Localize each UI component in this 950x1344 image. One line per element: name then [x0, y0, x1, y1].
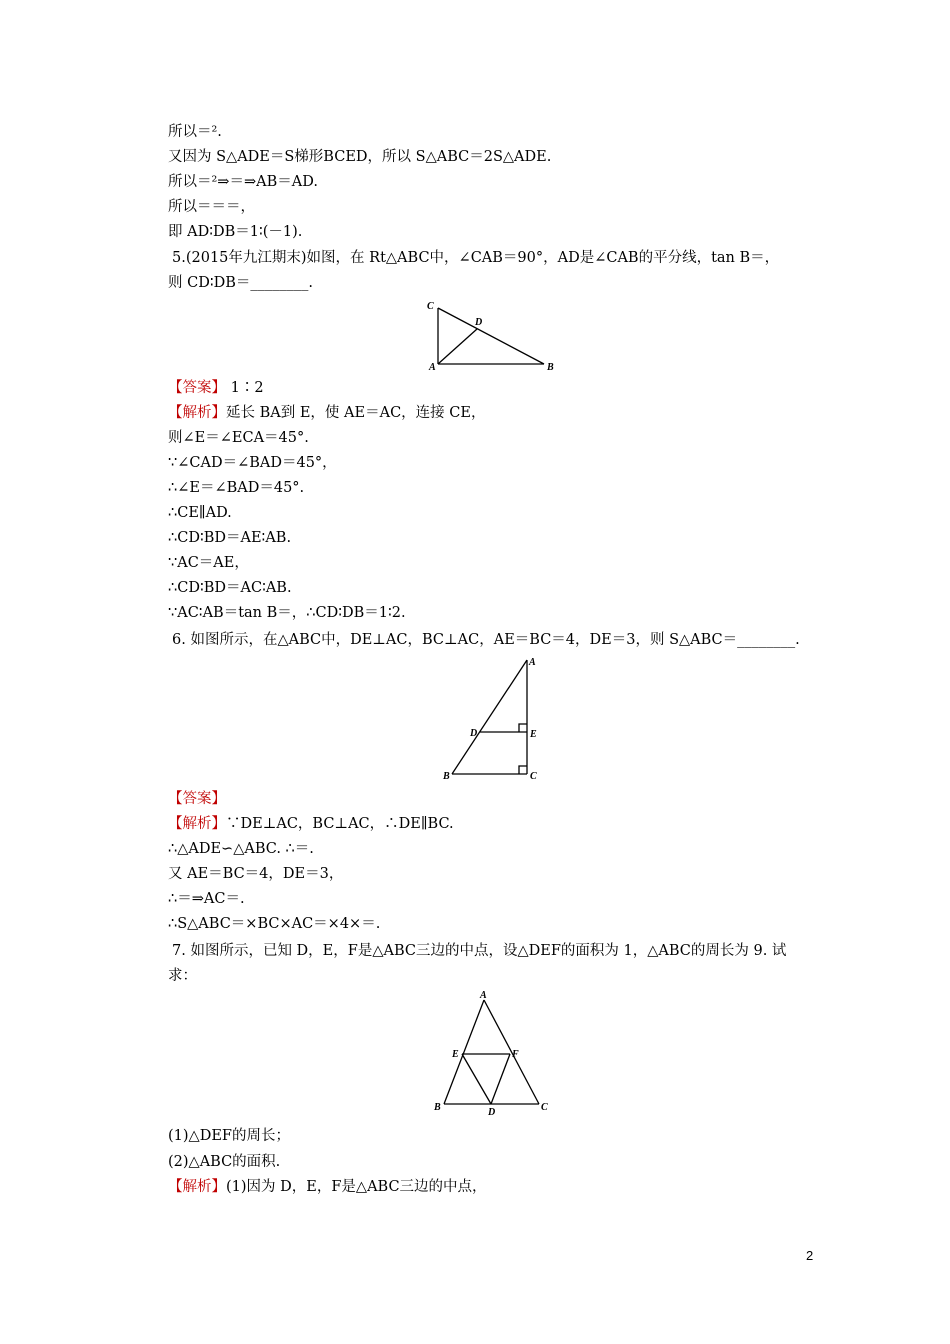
text-line: 即 AD∶DB＝1∶(－1).: [168, 224, 303, 240]
text-line: ∵∠CAD＝∠BAD＝45°，: [168, 455, 337, 471]
answer-label: 【答案】: [168, 791, 226, 807]
figure-problem-6: [436, 652, 556, 786]
text-line: 又因为 S△ADE＝S梯形BCED，所以 S△ABC＝2S△ADE.: [168, 149, 552, 165]
text-line: 所以＝²⇒＝⇒AB＝AD.: [168, 174, 318, 190]
label-C: C: [530, 771, 537, 782]
analysis-label: 【解析】: [168, 1179, 226, 1195]
label-B: B: [547, 362, 554, 373]
text-line: 又 AE＝BC＝4，DE＝3，: [168, 866, 344, 882]
analysis-7: 【解析】(1)因为 D，E，F是△ABC三边的中点，: [168, 1179, 487, 1195]
text-line: ∴CD∶BD＝AC∶AB.: [168, 580, 292, 596]
text-line: ∴△ADE∽△ABC. ∴＝.: [168, 841, 314, 857]
label-A: A: [429, 362, 436, 373]
label-A: A: [529, 657, 536, 668]
label-E: E: [530, 729, 537, 740]
label-D: D: [470, 728, 478, 739]
label-D: D: [488, 1107, 496, 1116]
text-line: ∵AC∶AB＝tan B＝，∴CD∶DB＝1∶2.: [168, 605, 406, 621]
text-line: ∴＝⇒AC＝.: [168, 891, 245, 907]
figure-problem-5: [420, 296, 560, 376]
label-D: D: [475, 317, 483, 328]
label-B: B: [443, 771, 450, 782]
analysis-label: 【解析】: [168, 816, 226, 832]
label-B: B: [434, 1102, 441, 1113]
answer-6: [168, 789, 226, 809]
text-line: ∴CE∥AD.: [168, 505, 232, 521]
figure-problem-7: [428, 988, 558, 1116]
text-line: 则 CD∶DB＝________.: [168, 275, 313, 291]
problem-7: 7. 如图所示，已知 D，E，F是△ABC三边的中点，设△DEF的面积为 1，△ABC的周长为 9. 试: [172, 943, 787, 959]
text-line: 则∠E＝∠ECA＝45°.: [168, 430, 309, 446]
problem-5: 5.(2015年九江期末)如图，在 Rt△ABC中，∠CAB＝90°，AD是∠CAB的平分线，tan B＝，: [172, 250, 780, 266]
text-line: ∴S△ABC＝×BC×AC＝×4×＝.: [168, 916, 381, 932]
text-line: (1)△DEF的周长；: [168, 1128, 290, 1144]
analysis-label: 【解析】: [168, 405, 226, 421]
label-E: E: [452, 1049, 459, 1060]
analysis-6: 【解析】∵DE⊥AC，BC⊥AC，∴DE∥BC.: [168, 816, 454, 832]
label-F: F: [512, 1049, 519, 1060]
text-line: 所以＝＝＝，: [168, 199, 255, 215]
text-line: ∴∠E＝∠BAD＝45°.: [168, 480, 305, 496]
answer-5: 【答案】 1∶2: [168, 380, 264, 396]
label-A: A: [480, 990, 487, 1001]
problem-6: 6. 如图所示，在△ABC中，DE⊥AC，BC⊥AC，AE＝BC＝4，DE＝3，则 S△ABC＝________.: [172, 632, 800, 648]
analysis-5: 【解析】延长 BA到 E，使 AE＝AC，连接 CE，: [168, 405, 486, 421]
page-number: 2: [806, 1248, 814, 1263]
text-line: 求：: [168, 968, 197, 984]
text-line: (2)△ABC的面积.: [168, 1154, 281, 1170]
text-line: ∴CD∶BD＝AE∶AB.: [168, 530, 292, 546]
answer-label: 【答案】: [168, 380, 226, 396]
text-line: 所以＝².: [168, 124, 222, 140]
label-C: C: [427, 301, 434, 312]
label-C: C: [541, 1102, 548, 1113]
text-line: ∵AC＝AE，: [168, 555, 249, 571]
